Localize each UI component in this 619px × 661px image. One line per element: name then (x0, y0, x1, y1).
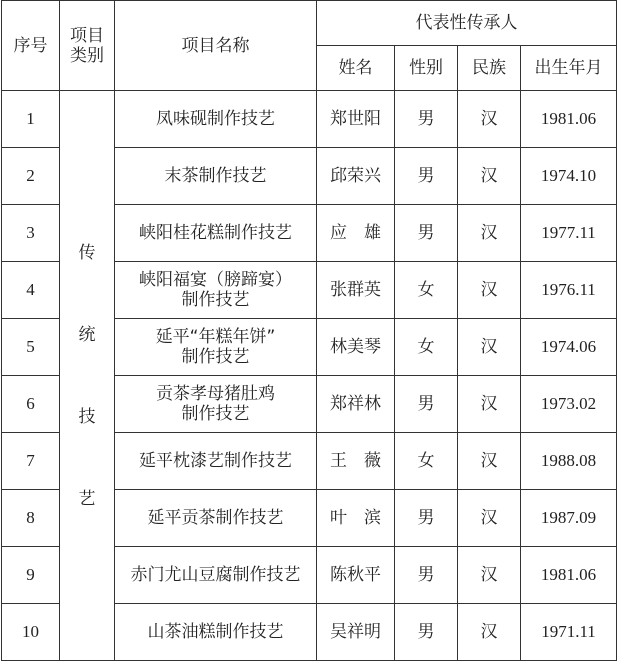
cell-project: 延平贡茶制作技艺 (115, 490, 317, 547)
cell-project (115, 319, 317, 376)
cell-name: 邱荣兴 (317, 148, 395, 205)
cell-seq: 9 (2, 547, 60, 604)
header-category (60, 1, 115, 91)
cell-name: 叶 滨 (317, 490, 395, 547)
cell-ethnicity: 汉 (458, 547, 521, 604)
cell-ethnicity: 汉 (458, 376, 521, 433)
cell-gender: 女 (395, 319, 458, 376)
cell-gender: 女 (395, 433, 458, 490)
cell-ethnicity: 汉 (458, 604, 521, 661)
cell-name: 王 薇 (317, 433, 395, 490)
cell-project (115, 376, 317, 433)
cell-ethnicity: 汉 (458, 433, 521, 490)
cell-category (60, 91, 115, 661)
cell-birth: 1971.11 (521, 604, 617, 661)
cell-ethnicity: 汉 (458, 91, 521, 148)
cell-project: 峡阳桂花糕制作技艺 (115, 205, 317, 262)
cell-birth: 1976.11 (521, 262, 617, 319)
header-row-1 (2, 1, 617, 46)
cell-name: 郑世阳 (317, 91, 395, 148)
table-row (2, 91, 617, 148)
cell-birth: 1974.10 (521, 148, 617, 205)
header-name: 姓名 (317, 46, 395, 91)
cell-gender: 男 (395, 205, 458, 262)
cell-gender: 男 (395, 91, 458, 148)
cell-ethnicity: 汉 (458, 490, 521, 547)
cell-project: 延平枕漆艺制作技艺 (115, 433, 317, 490)
cell-project: 凤味砚制作技艺 (115, 91, 317, 148)
cell-seq: 8 (2, 490, 60, 547)
cell-ethnicity: 汉 (458, 319, 521, 376)
cell-seq: 10 (2, 604, 60, 661)
cell-seq: 6 (2, 376, 60, 433)
cell-birth: 1973.02 (521, 376, 617, 433)
cell-birth: 1987.09 (521, 490, 617, 547)
category-char: 统 (78, 324, 96, 345)
cell-seq: 7 (2, 433, 60, 490)
cell-name: 陈秋平 (317, 547, 395, 604)
cell-birth: 1974.06 (521, 319, 617, 376)
cell-project: 末茶制作技艺 (115, 148, 317, 205)
cell-ethnicity: 汉 (458, 205, 521, 262)
header-inheritor-group: 代表性传承人 (317, 1, 617, 46)
category-char: 艺 (78, 488, 96, 509)
cell-ethnicity: 汉 (458, 148, 521, 205)
cell-seq: 4 (2, 262, 60, 319)
cell-name: 张群英 (317, 262, 395, 319)
header-ethnicity: 民族 (458, 46, 521, 91)
cell-name: 应 雄 (317, 205, 395, 262)
category-char: 传 (78, 242, 96, 263)
cell-gender: 男 (395, 490, 458, 547)
cell-name: 林美琴 (317, 319, 395, 376)
cell-seq: 1 (2, 91, 60, 148)
cell-seq: 2 (2, 148, 60, 205)
cell-birth: 1988.08 (521, 433, 617, 490)
header-gender: 性别 (395, 46, 458, 91)
cell-gender: 男 (395, 376, 458, 433)
header-seq: 序号 (2, 1, 60, 91)
cell-gender: 男 (395, 148, 458, 205)
cell-project (115, 262, 317, 319)
cell-project-text: 延平“年糕年饼” 制作技艺 (155, 327, 276, 367)
cell-project-text: 峡阳福宴（膀蹄宴） 制作技艺 (139, 270, 292, 310)
category-stack (60, 243, 114, 509)
cell-project: 山茶油糕制作技艺 (115, 604, 317, 661)
category-char: 技 (78, 406, 96, 427)
cell-birth: 1977.11 (521, 205, 617, 262)
cell-seq: 5 (2, 319, 60, 376)
cell-birth: 1981.06 (521, 91, 617, 148)
cell-seq: 3 (2, 205, 60, 262)
header-birth: 出生年月 (521, 46, 617, 91)
cell-project-text: 贡茶孝母猪肚鸡 制作技艺 (156, 384, 275, 424)
cell-name: 吴祥明 (317, 604, 395, 661)
cell-project: 赤门尤山豆腐制作技艺 (115, 547, 317, 604)
cell-ethnicity: 汉 (458, 262, 521, 319)
header-project-name: 项目名称 (115, 1, 317, 91)
cell-birth: 1981.06 (521, 547, 617, 604)
inheritor-table (1, 0, 617, 661)
header-category-text: 项目类别 (70, 25, 104, 66)
cell-name: 郑祥林 (317, 376, 395, 433)
cell-gender: 女 (395, 262, 458, 319)
cell-gender: 男 (395, 547, 458, 604)
cell-gender: 男 (395, 604, 458, 661)
